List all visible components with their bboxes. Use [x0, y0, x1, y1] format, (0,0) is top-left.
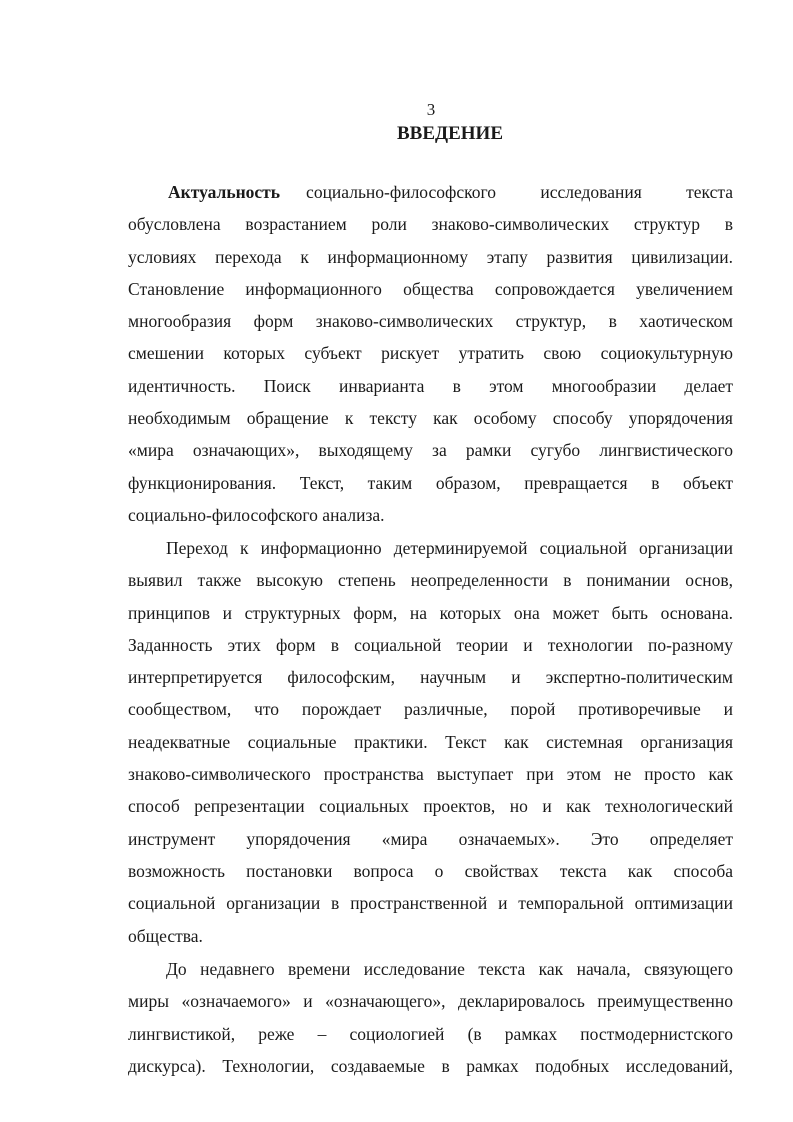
page-number: 3: [426, 100, 436, 119]
paragraph-line: «мира означающих», выходящему за рамки сугубо лингвистического: [128, 440, 733, 461]
paragraph-line: инструмент упорядочения «мира означаемых». Это определяет: [128, 828, 733, 849]
paragraph-line: знаково-символического пространства выступает при этом не просто как: [128, 764, 733, 785]
paragraph-line: неадекватные социальные практики. Текст как системная организация: [128, 731, 733, 752]
paragraph-line: смешении которых субъект рискует утратить свою социокультурную: [128, 343, 733, 364]
paragraph-line: Заданность этих форм в социальной теории и технологии по-разному: [128, 634, 733, 655]
paragraph-line: До недавнего времени исследование текста как начала, связующего: [166, 959, 733, 979]
paragraph-line: социальной организации в пространственной и темпоральной оптимизации: [128, 893, 733, 914]
paragraph-line: выявил также высокую степень неопределенности в понимании основ,: [128, 570, 733, 591]
paragraph-line: функционирования. Текст, таким образом, превращается в объект: [128, 472, 733, 493]
paragraph-3: [128, 953, 733, 1082]
paragraph-line: многообразия форм знаково-символических структур, в хаотическом: [128, 311, 733, 332]
paragraph-line: лингвистикой, реже – социологией (в рамках постмодернистского: [128, 1023, 733, 1044]
paragraph-1: [128, 176, 733, 531]
paragraph-line: миры «означаемого» и «означающего», декларировалось преимущественно: [128, 991, 733, 1012]
paragraph-line: Переход к информационно детерминируемой социальной организации: [166, 538, 733, 558]
paragraph-line: дискурса). Технологии, создаваемые в рамках подобных исследований,: [128, 1055, 733, 1076]
paragraph-line: способ репрезентации социальных проектов, но и как технологический: [128, 796, 733, 817]
page-heading: ВВЕДЕНИЕ: [397, 123, 503, 144]
bold-term: Актуальность: [168, 182, 281, 202]
paragraph-line: Становление информационного общества сопровождается увеличением: [128, 278, 733, 299]
paragraph-line: социально-философского анализа.: [128, 504, 385, 525]
paragraph-line: возможность постановки вопроса о свойствах текста как способа: [128, 860, 733, 881]
paragraph-2: [128, 532, 733, 952]
paragraph-line: условиях перехода к информационному этапу развития цивилизации.: [128, 246, 733, 267]
paragraph-line: [128, 176, 733, 208]
paragraph-line: общества.: [128, 925, 203, 946]
paragraph-line: сообществом, что порождает различные, порой противоречивые и: [128, 699, 733, 720]
paragraph-line: принципов и структурных форм, на которых она может быть основана.: [128, 602, 733, 623]
paragraph-line: необходимым обращение к тексту как особому способу упорядочения: [128, 408, 733, 429]
lead-rest: социально-философского исследования текста: [306, 182, 733, 202]
paragraph-line: идентичность. Поиск инварианта в этом многообразии делает: [128, 375, 733, 396]
paragraph-line: интерпретируется философским, научным и экспертно-политическим: [128, 667, 733, 688]
paragraph-line: обусловлена возрастанием роли знаково-символических структур в: [128, 214, 733, 235]
